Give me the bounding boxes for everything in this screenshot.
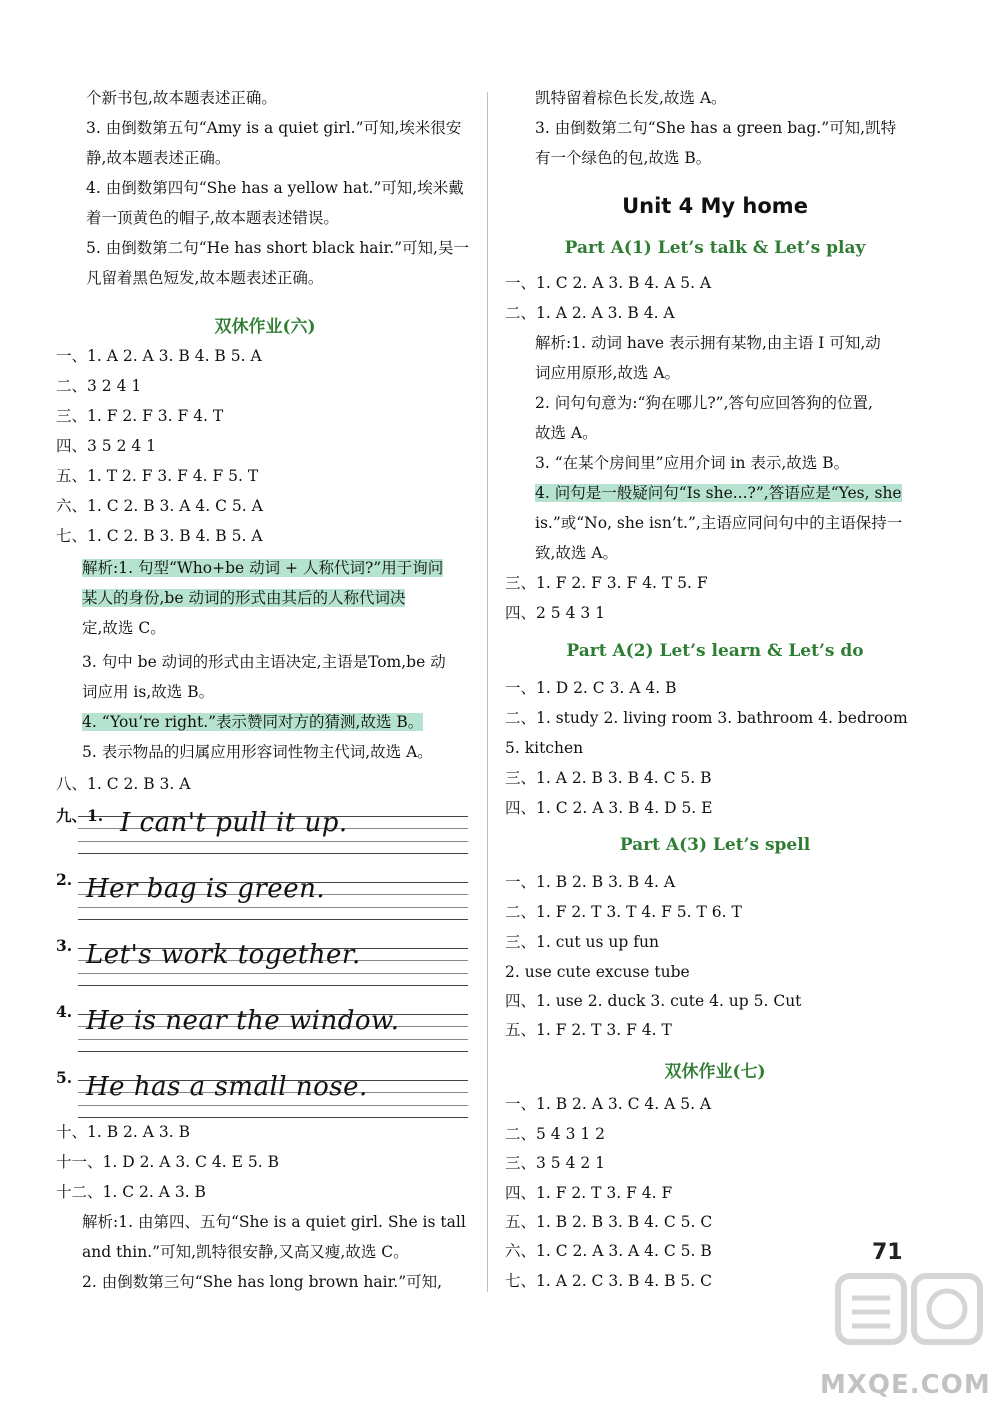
answer-line: 二、5 4 3 1 2 <box>505 1125 606 1143</box>
analysis-line: and thin.”可知,凯特很安静,又高又瘦,故选 C。 <box>82 1243 409 1261</box>
answer-line: 四、1. C 2. A 3. B 4. D 5. E <box>505 799 713 817</box>
answer-line: 六、1. C 2. B 3. A 4. C 5. A <box>56 497 263 515</box>
analysis-line: 解析:1. 句型“Who+be 动词 + 人称代词?”用于询问 <box>82 559 444 577</box>
answer-line: 三、1. F 2. F 3. F 4. T <box>56 407 224 425</box>
analysis-line: 故选 A。 <box>535 424 598 442</box>
handwritten-answer: I can't pull it up. <box>120 808 348 838</box>
answer-line: 二、1. F 2. T 3. T 4. F 5. T 6. T <box>505 903 742 921</box>
answer-line: 七、1. A 2. C 3. B 4. B 5. C <box>505 1272 712 1290</box>
answer-line: 2. use cute excuse tube <box>505 963 690 981</box>
answer-line: 四、1. F 2. T 3. F 4. F <box>505 1184 673 1202</box>
answer-line: 八、1. C 2. B 3. A <box>56 775 191 793</box>
handwritten-answer: He has a small nose. <box>86 1072 368 1102</box>
answer-line: 一、1. B 2. A 3. C 4. A 5. A <box>505 1095 712 1113</box>
answer-line: 一、1. C 2. A 3. B 4. A 5. A <box>505 274 712 292</box>
analysis-line: 定,故选 C。 <box>82 619 166 637</box>
handwriting-row <box>56 868 468 928</box>
question-number: 九、1. <box>56 806 104 825</box>
analysis-line: 2. 由倒数第三句“She has long brown hair.”可知, <box>82 1273 443 1291</box>
text-line: 5. 由倒数第二句“He has short black hair.”可知,吴一 <box>86 239 469 257</box>
analysis-line: 某人的身份,be 动词的形式由其后的人称代词决 <box>82 589 406 607</box>
analysis-line: 解析:1. 动词 have 表示拥有某物,由主语 I 可知,动 <box>535 334 881 352</box>
text-line: 3. 由倒数第五句“Amy is a quiet girl.”可知,埃米很安 <box>86 119 462 137</box>
answer-line: 二、1. A 2. A 3. B 4. A <box>505 304 675 322</box>
part-title: Part A(1) Let’s talk & Let’s play <box>564 238 866 258</box>
answer-line: 四、1. use 2. duck 3. cute 4. up 5. Cut <box>505 992 802 1010</box>
answer-line: 五、1. B 2. B 3. B 4. C 5. C <box>505 1213 713 1231</box>
analysis-line: 3. “在某个房间里”应用介词 in 表示,故选 B。 <box>535 454 850 472</box>
text-line: 静,故本题表述正确。 <box>86 149 231 167</box>
answer-line: 三、3 5 4 2 1 <box>505 1154 606 1172</box>
answer-line: 一、1. D 2. C 3. A 4. B <box>505 679 677 697</box>
unit-title: Unit 4 My home <box>622 194 808 218</box>
text-line: 有一个绿色的包,故选 B。 <box>535 149 712 167</box>
column-divider <box>487 92 488 1292</box>
text-line: 凯特留着棕色长发,故选 A。 <box>535 89 727 107</box>
analysis-line: 5. 表示物品的归属应用形容词性物主代词,故选 A。 <box>82 743 433 761</box>
answer-line: 5. kitchen <box>505 739 584 757</box>
answer-line: 四、2 5 4 3 1 <box>505 604 606 622</box>
analysis-line: 4. “You’re right.”表示赞同对方的猜测,故选 B。 <box>82 713 424 731</box>
analysis-line: 2. 问句句意为:“狗在哪儿?”,答句应回答狗的位置, <box>535 394 873 412</box>
answer-line: 六、1. C 2. A 3. A 4. C 5. B <box>505 1242 712 1260</box>
question-number: 4. <box>56 1002 73 1021</box>
question-number: 3. <box>56 936 73 955</box>
handwriting-row <box>56 1066 468 1126</box>
handwritten-answer: Her bag is green. <box>86 874 326 904</box>
page-number: 71 <box>872 1240 903 1265</box>
text-line: 3. 由倒数第二句“She has a green bag.”可知,凯特 <box>535 119 897 137</box>
answer-line: 三、1. A 2. B 3. B 4. C 5. B <box>505 769 712 787</box>
handwriting-row <box>56 802 468 862</box>
answer-line: 五、1. F 2. T 3. F 4. T <box>505 1021 672 1039</box>
analysis-line: 致,故选 A。 <box>535 544 619 562</box>
section-title: 双休作业(七) <box>664 1062 766 1082</box>
text-line: 凡留着黑色短发,故本题表述正确。 <box>86 269 324 287</box>
question-number: 2. <box>56 870 73 889</box>
handwritten-answer: Let's work together. <box>86 940 361 970</box>
text-line: 4. 由倒数第四句“She has a yellow hat.”可知,埃米戴 <box>86 179 464 197</box>
answer-line: 十二、1. C 2. A 3. B <box>56 1183 206 1201</box>
part-title: Part A(2) Let’s learn & Let’s do <box>566 641 864 661</box>
answer-line: 七、1. C 2. B 3. B 4. B 5. A <box>56 527 263 545</box>
analysis-line: 词应用 is,故选 B。 <box>82 683 215 701</box>
question-number: 5. <box>56 1068 73 1087</box>
answer-line: 十、1. B 2. A 3. B <box>56 1123 190 1141</box>
handwritten-answer: He is near the window. <box>86 1006 400 1036</box>
analysis-line: 解析:1. 由第四、五句“She is a quiet girl. She is tall <box>82 1213 466 1231</box>
analysis-line: 3. 句中 be 动词的形式由主语决定,主语是Tom,be 动 <box>82 653 446 671</box>
analysis-line: 词应用原形,故选 A。 <box>535 364 681 382</box>
answer-line: 一、1. B 2. B 3. B 4. A <box>505 873 676 891</box>
answer-line: 十一、1. D 2. A 3. C 4. E 5. B <box>56 1153 279 1171</box>
answer-line: 一、1. A 2. A 3. B 4. B 5. A <box>56 347 262 365</box>
part-title: Part A(3) Let’s spell <box>619 835 811 855</box>
analysis-line: is.”或“No, she isn’t.”,主语应同问句中的主语保持一 <box>535 514 903 532</box>
handwriting-row <box>56 934 468 994</box>
text-line: 个新书包,故本题表述正确。 <box>86 89 277 107</box>
analysis-line: 4. 问句是一般疑问句“Is she...?”,答语应是“Yes, she <box>535 484 902 502</box>
answer-line: 五、1. T 2. F 3. F 4. F 5. T <box>56 467 259 485</box>
watermark-url: MXQE.COM <box>820 1370 991 1400</box>
answer-line: 二、1. study 2. living room 3. bathroom 4. bedroom <box>505 709 908 727</box>
answer-line: 四、3 5 2 4 1 <box>56 437 157 455</box>
answer-line: 二、3 2 4 1 <box>56 377 142 395</box>
handwriting-row <box>56 1000 468 1060</box>
answer-line: 三、1. cut us up fun <box>505 933 659 951</box>
section-title: 双休作业(六) <box>214 317 316 337</box>
answer-line: 三、1. F 2. F 3. F 4. T 5. F <box>505 574 708 592</box>
text-line: 着一顶黄色的帽子,故本题表述错误。 <box>86 209 339 227</box>
